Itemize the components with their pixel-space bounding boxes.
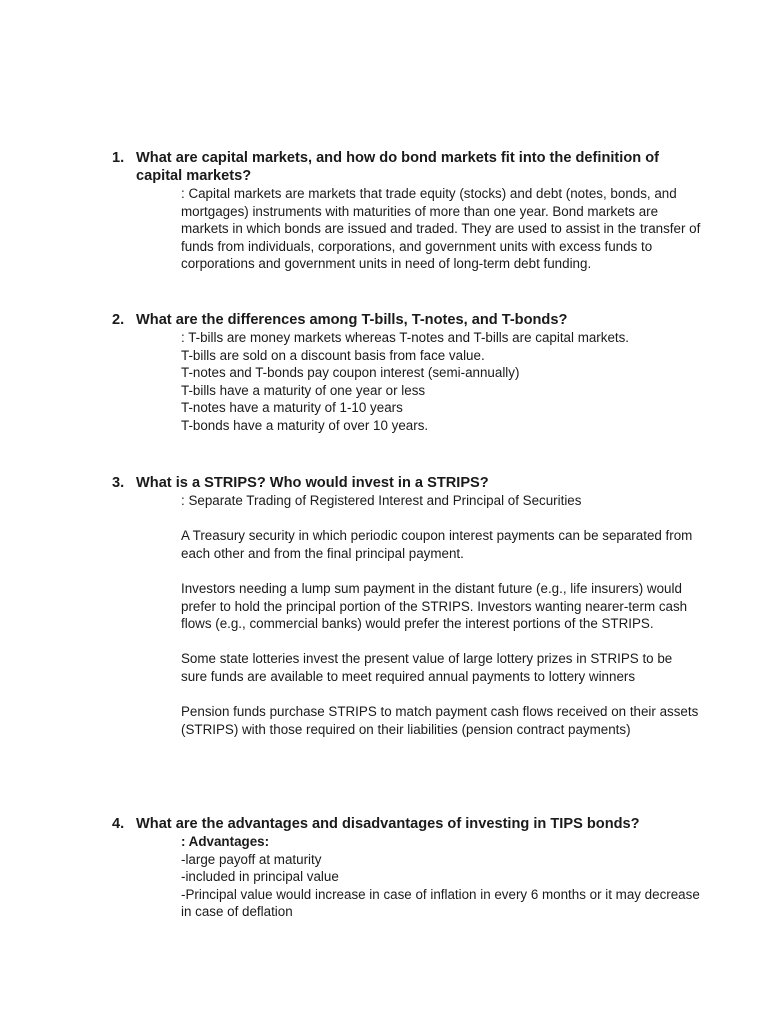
answer-paragraph: Investors needing a lump sum payment in the distant future (e.g., life insurers) would prefer to hold the principal portion of the STRIPS. Investors wanting nearer-term cash flows (e.g., commercial banks) would prefer the interest portions of the STRIPS. [181,580,688,632]
question-3 [0,474,768,738]
answer-paragraph: A Treasury security in which periodic coupon interest payments can be separated from each other and from the final principal payment. [181,528,693,561]
question-3-answer [181,492,701,738]
answer-paragraph: Some state lotteries invest the present value of large lottery prizes in STRIPS to be sure funds are available to meet required annual payments to lottery winners [181,651,673,684]
question-number: 2. [112,312,125,328]
question-4-heading [112,815,696,833]
question-4 [0,815,768,921]
answer-line: T-bonds have a maturity of over 10 years. [181,417,429,433]
question-title: What are the advantages and disadvantages of investing in TIPS bonds? [136,816,640,832]
answer-line: T-bills are sold on a discount basis from face value. [181,347,485,363]
answer-line: -included in principal value [181,869,339,885]
question-number: 4. [112,816,125,832]
question-number: 1. [112,150,125,166]
question-title: What are capital markets, and how do bond markets fit into the definition of capital markets? [136,150,659,184]
answer-line: T-notes have a maturity of 1-10 years [181,400,403,416]
answer-paragraph: Pension funds purchase STRIPS to match payment cash flows received on their assets (STRIPS) with those required on their liabilities (pension contract payments) [181,704,699,737]
answer-line: T-notes and T-bonds pay coupon interest (semi-annually) [181,365,520,381]
question-2-answer [181,329,701,435]
question-2-heading [112,311,696,329]
answer-line: T-bills have a maturity of one year or less [181,382,426,398]
answer-line: -large payoff at maturity [181,851,322,867]
question-1-answer [181,185,701,273]
answer-paragraph: : Separate Trading of Registered Interest and Principal of Securities [181,493,582,508]
question-3-heading [112,474,696,492]
question-1-heading [112,149,696,185]
answer-line: -Principal value would increase in case of inflation in every 6 months or it may decrease in case of deflation [181,886,700,920]
question-title: What are the differences among T-bills, T-notes, and T-bonds? [136,312,568,328]
question-number: 3. [112,475,125,491]
answer-line: : T-bills are money markets whereas T-notes and T-bills are capital markets. [181,330,630,345]
advantages-heading: : Advantages: [181,834,270,849]
question-1 [0,149,768,273]
answer-paragraph: : Capital markets are markets that trade equity (stocks) and debt (notes, bonds, and mortgages) instruments with maturities of more than one year. Bond markets are markets in which bonds are issued and traded. They are used to assist in the transfer of funds from individuals, corporations, and government units with excess funds to corporations and government units in need of long-term debt funding. [181,186,701,272]
question-title: What is a STRIPS? Who would invest in a STRIPS? [136,475,489,491]
question-4-answer [181,833,701,921]
question-2 [0,311,768,435]
